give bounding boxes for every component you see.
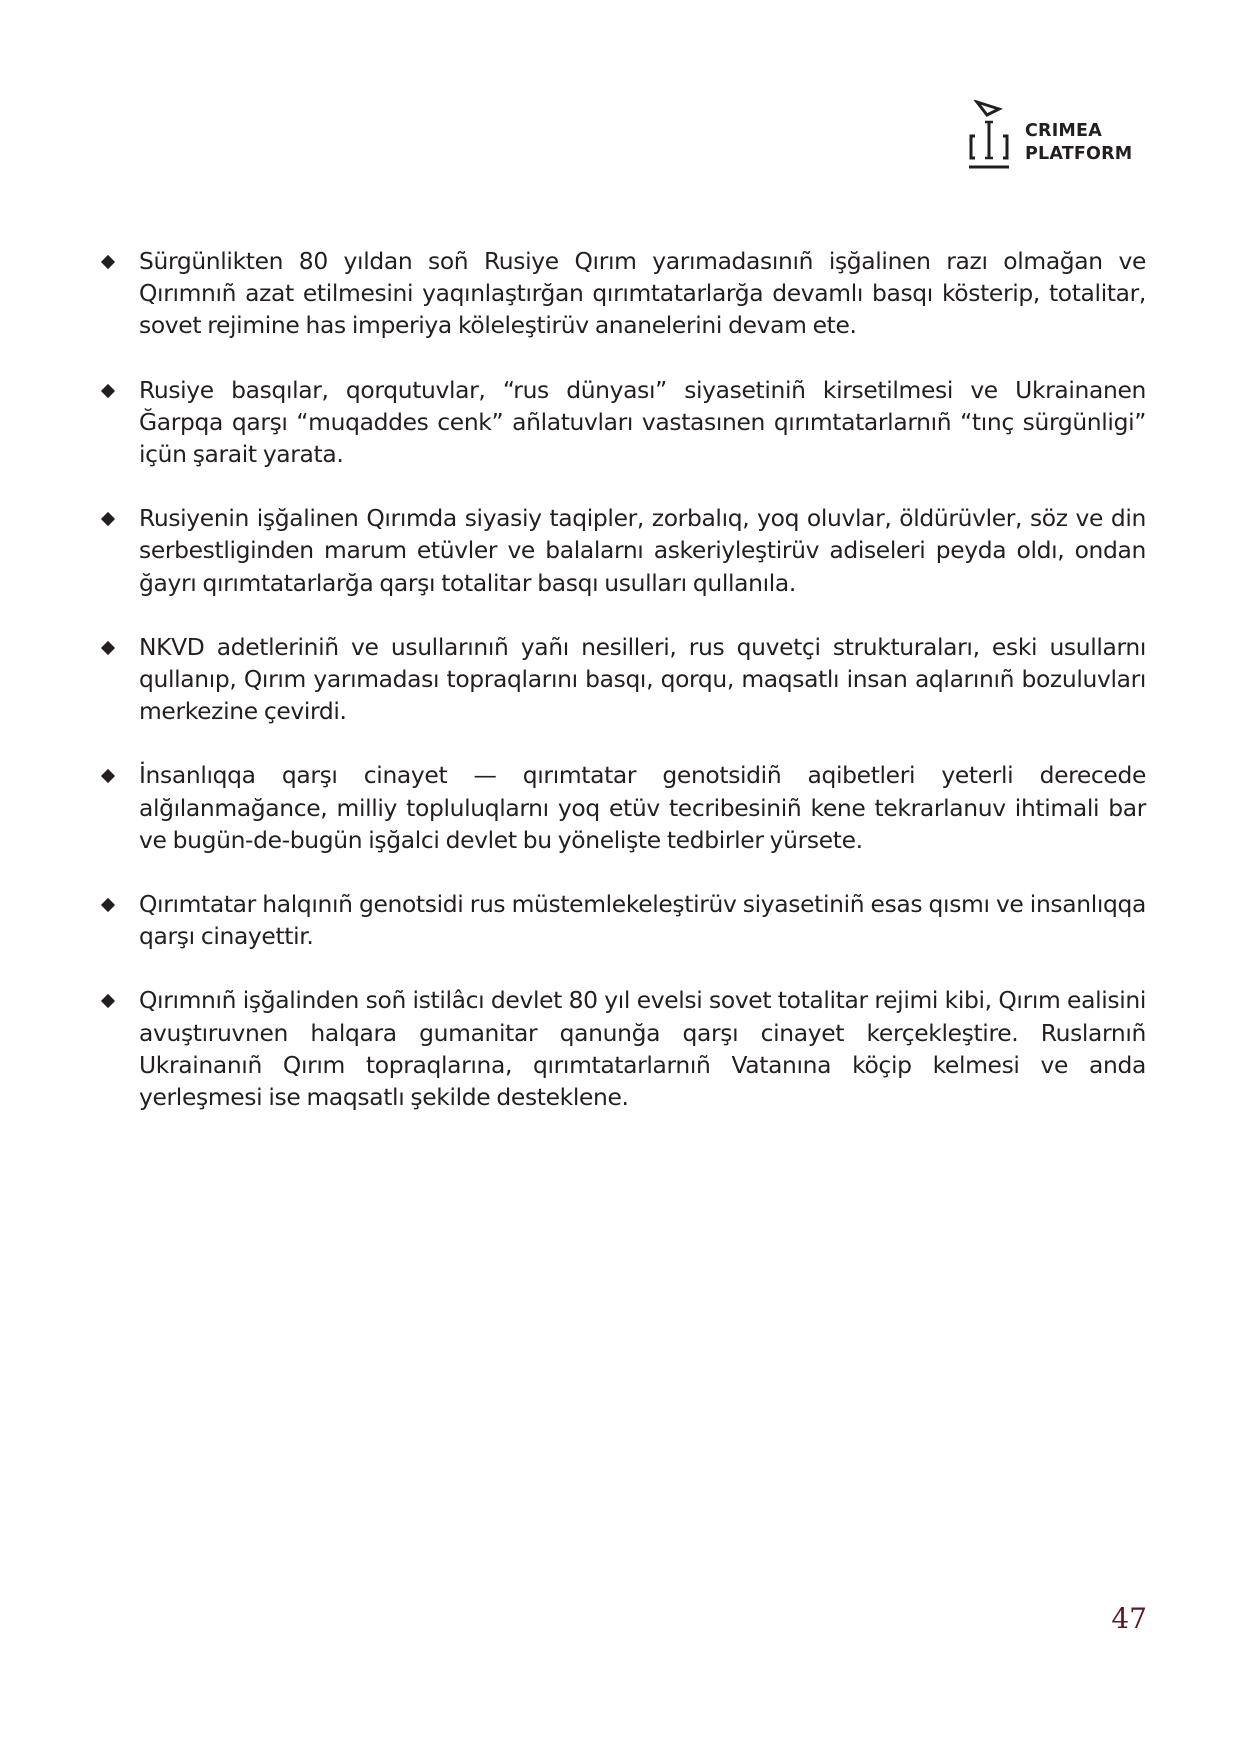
crimea-platform-logo (966, 100, 1156, 170)
diamond-bullet-icon (101, 512, 115, 526)
list-item (100, 502, 1146, 599)
list-item (100, 759, 1146, 856)
diamond-bullet-icon (101, 994, 115, 1008)
list-item (100, 888, 1146, 952)
bullet-text: Rusiyenin işğalinen Qırımda siyasiy taqipler, zorbalıq, yoq oluvlar, öldürüvler, söz ve din serbestliginden marum etüvler ve balalarnı askeriyleştirüv adiseleri peyda oldı, ondan ğayrı qırımtatarlarğa qarşı totalitar basqı usulları qullanıla. (139, 504, 1146, 597)
list-item (100, 245, 1146, 342)
diamond-bullet-icon (101, 384, 115, 398)
logo-line-2: PLATFORM (1025, 144, 1133, 164)
bullet-list (100, 245, 1146, 1145)
list-item (100, 984, 1146, 1113)
list-item (100, 631, 1146, 728)
bullet-text: Rusiye basqılar, qorqutuvlar, “rus dünyası” siyasetiniñ kirsetilmesi ve Ukrainanen Ğarpqa qarşı “muqaddes cenk” añlatuvları vastasınen qırımtatarlarnıñ “tınç sürgünligi” içün şarait yarata. (139, 375, 1146, 469)
diamond-bullet-icon (101, 641, 115, 655)
bullet-text: Qırımtatar halqınıñ genotsidi rus müstemlekeleştirüv siyasetiniñ esas qısmı ve insanlıqqa qarşı cinayettir. (139, 890, 1146, 951)
bullet-text: Qırımnıñ işğalinden soñ istilâcı devlet 80 yıl evelsi sovet totalitar rejimi kibi, Qırım ealisini avuştıruvnen halqara gumanitar qanunğa qarşı cinayet kerçekleştire. Ruslarnıñ Ukrainanıñ Qırım topraqlarına, qırımtatarlarnıñ Vatanına köçip kelmesi ve anda yerleşmesi ise maqsatlı şekilde desteklene. (139, 986, 1146, 1112)
diamond-bullet-icon (101, 769, 115, 783)
bullet-text: NKVD adetleriniñ ve usullarınıñ yañı nesilleri, rus quvetçi strukturaları, eski usullarnı qullanıp, Qırım yarımadası topraqlarını basqı, qorqu, maqsatlı insan aqlarınıñ bozuluvları merkezine çevirdi. (139, 632, 1146, 726)
list-item (100, 374, 1146, 471)
diamond-bullet-icon (101, 255, 115, 269)
bullet-text: İnsanlıqqa qarşı cinayet — qırımtatar genotsidiñ aqibetleri yeterli derecede alğılanmağance, milliy topluluqlarnı yoq etüv tecribesiniñ kene tekrarlanuv ihtimali bar ve bugün-de-bugün işğalci devlet bu yönelişte tedbirler yürsete. (139, 761, 1146, 854)
page-number: 47 (1111, 1602, 1147, 1635)
diamond-bullet-icon (101, 898, 115, 912)
bullet-text: Sürgünlikten 80 yıldan soñ Rusiye Qırım yarımadasınıñ işğalinen razı olmağan ve Qırımnıñ azat etilmesini yaqınlaştırğan qırımtatarlarğa devamlı basqı kösterip, totalitar, sovet rejimine has imperiya köleleştirüv ananelerini devam ete. (139, 247, 1146, 340)
crimea-platform-emblem-icon (966, 100, 1012, 170)
logo-line-1: CRIMEA (1025, 121, 1102, 141)
logo-wordmark (1025, 120, 1132, 166)
